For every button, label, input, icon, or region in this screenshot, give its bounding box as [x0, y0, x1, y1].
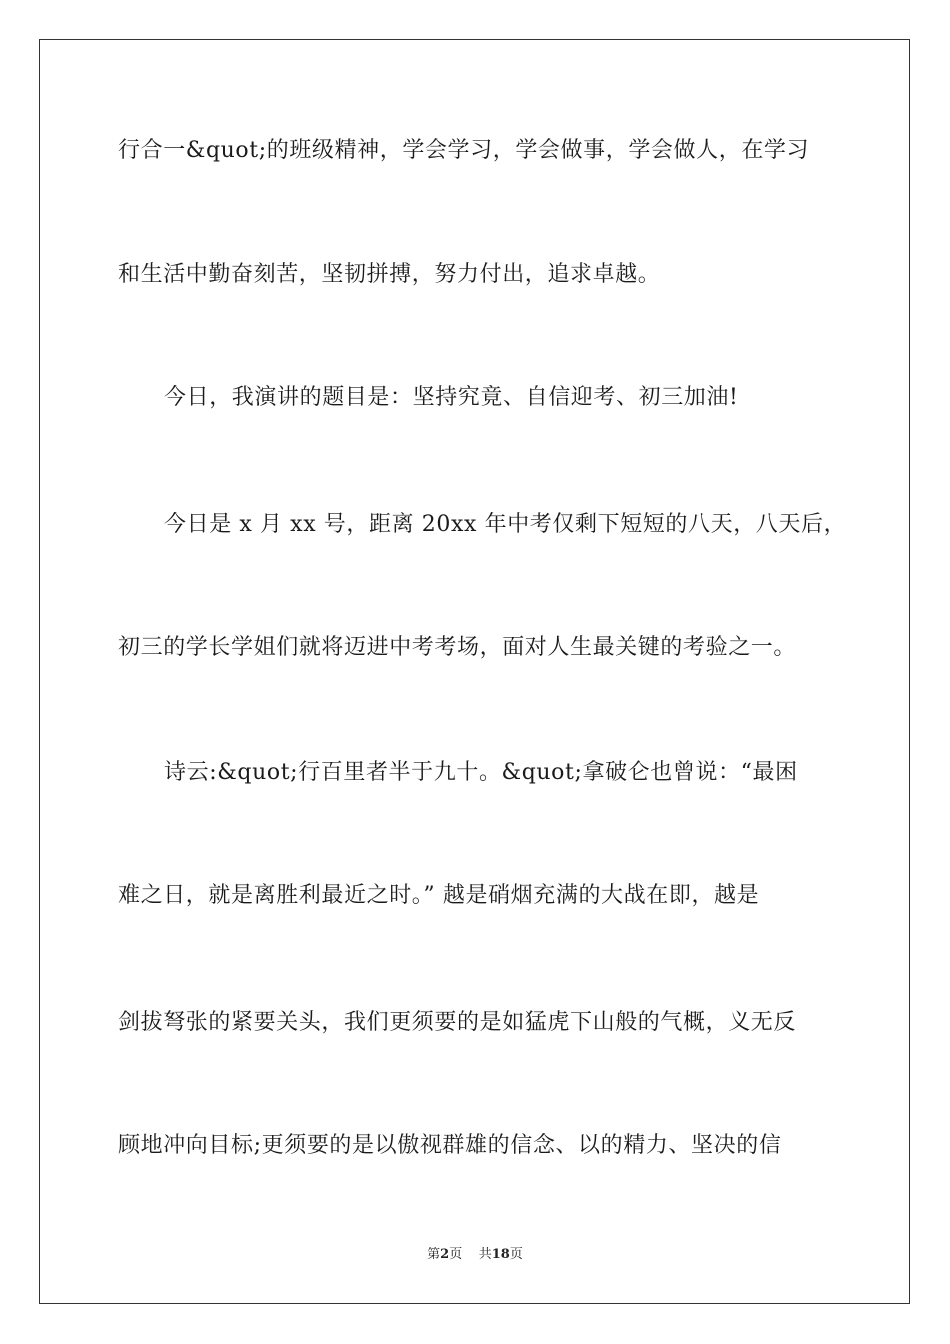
text-line-5: 初三的学长学姐们就将迈进中考考场，面对人生最关键的考验之一。: [118, 635, 797, 660]
text-line-1: 行合一&quot;的班级精神，学会学习，学会做事，学会做人，在学习: [118, 138, 810, 163]
page-total-prefix: 共: [478, 1247, 492, 1262]
text-line-4: 今日是 x 月 xx 号，距离 20xx 年中考仅剩下短短的八天，八天后，: [164, 512, 847, 537]
page-footer: [0, 1246, 950, 1264]
text-line-6: 诗云:&quot;行百里者半于九十。&quot;拿破仑也曾说：“最困: [164, 760, 798, 785]
page-total-suffix: 页: [509, 1247, 523, 1262]
text-line-7: 难之日，就是离胜利最近之时。” 越是硝烟充满的大战在即，越是: [118, 883, 760, 908]
text-line-2: 和生活中勤奋刻苦，坚韧拼搏，努力付出，追求卓越。: [118, 262, 661, 287]
page-border: [39, 39, 910, 1304]
page-number-current: 2: [440, 1247, 450, 1262]
page-number-prefix: 第: [427, 1247, 441, 1262]
page-number-suffix: 页: [449, 1247, 463, 1262]
text-line-9: 顾地冲向目标;更须要的是以傲视群雄的信念、以的精力、坚决的信: [118, 1133, 782, 1158]
text-line-8: 剑拔弩张的紧要关头，我们更须要的是如猛虎下山般的气概，义无反: [118, 1010, 797, 1035]
text-line-3: 今日，我演讲的题目是：坚持究竟、自信迎考、初三加油!: [164, 385, 739, 410]
page-total: 18: [491, 1247, 510, 1262]
